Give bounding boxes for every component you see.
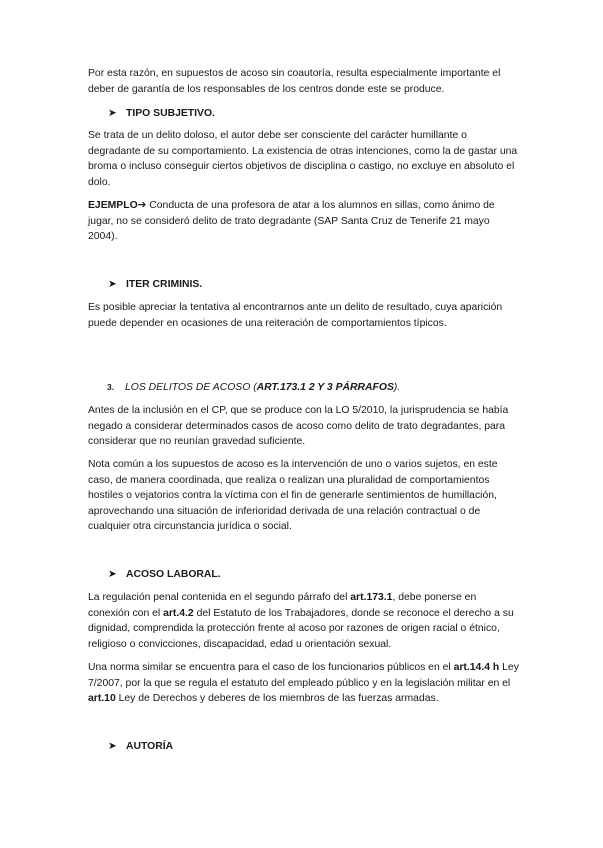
text-run: Ley de Derechos y deberes de los miembros de las fuerzas armadas. (115, 693, 439, 704)
title-post: ). (393, 382, 401, 393)
tipo-subjetivo-paragraph: Se trata de un delito doloso, el autor debe ser consciente del carácter humillante o degradante de su comportamiento. La existencia de otras intenciones, como la de gastar una broma o incluso conseguir ciertos objetivos de disciplina o castigo, no excluye en absoluto el dolo. (88, 130, 518, 188)
heading-acoso-laboral (108, 568, 221, 582)
article-reference: art.4.2 (163, 607, 194, 619)
arrow-bullet-icon: ➤ (108, 569, 117, 580)
heading-label: ACOSO LABORAL. (126, 569, 221, 580)
intro-paragraph: Por esta razón, en supuestos de acoso sin coautoría, resulta especialmente importante el deber de garantía de los responsables de los centros donde este se produce. (88, 68, 501, 95)
ejemplo-label: EJEMPLO (88, 200, 138, 211)
text-run: Una norma similar se encuentra para el caso de los funcionarios públicos en el (88, 662, 454, 673)
text-run: La regulación penal contenida en el segundo párrafo del (88, 592, 351, 603)
delitos-acoso-paragraph-1: Antes de la inclusión en el CP, que se produce con la LO 5/2010, la jurisprudencia se había negado a considerar determinados casos de acoso como delito de trato degradantes, para considerar que no reunían gravedad suficiente. (88, 405, 509, 447)
acoso-laboral-paragraph-2 (88, 660, 520, 707)
acoso-laboral-paragraph-1 (88, 590, 520, 652)
text-run: del Estatuto de los Trabajadores, donde se reconoce el derecho a su dignidad, comprendida la protección frente al acoso por razones de origen racial o étnico, religioso o convicciones, discapacidad, edad u orientación sexual. (88, 607, 514, 650)
arrow-bullet-icon: ➤ (108, 279, 117, 290)
ejemplo-paragraph (88, 198, 520, 245)
arrow-bullet-icon: ➤ (108, 741, 117, 752)
heading-label: AUTORÍA (126, 741, 174, 752)
article-reference: art.14.4 h (453, 662, 500, 673)
article-reference: art.173.1 (350, 592, 393, 603)
iter-criminis-paragraph: Es posible apreciar la tentativa al encontrarnos ante un delito de resultado, cuya aparición puede depender en ocasiones de una reiteración de comportamientos típicos. (88, 302, 503, 329)
article-reference: art.10 (88, 693, 116, 704)
title-pre: LOS DELITOS DE ACOSO ( (125, 382, 257, 393)
section-number: 3. (107, 382, 115, 392)
heading-tipo-subjetivo (108, 107, 215, 121)
arrow-bullet-icon: ➤ (108, 108, 117, 119)
text-run: Ley 7/2007, por la que se regula el estatuto del empleado público y en la legislación militar en el (88, 662, 519, 689)
delitos-acoso-paragraph-2: Nota común a los supuestos de acoso es la intervención de uno o varios sujetos, en este caso, de manera coordinada, que realiza o realizan una pluralidad de comportamientos hostiles o vejatorios contra la víctima con el fin de generarle sentimientos de humillación, aprovechando una situación de inferioridad derivada de una relación contractual o de cualquier otra circunstancia jurídica o social. (88, 459, 498, 532)
text-run: , debe ponerse en conexión con el (88, 592, 477, 619)
heading-label: TIPO SUBJETIVO. (126, 108, 215, 119)
heading-iter-criminis (108, 278, 202, 292)
title-bold: ART.173.1 2 Y 3 PÁRRAFOS (256, 382, 394, 393)
right-arrow-icon: ➔ (137, 200, 147, 211)
ejemplo-text: Conducta de una profesora de atar a los alumnos en sillas, como ánimo de jugar, no se consideró delito de trato degradante (SAP Santa Cruz de Tenerife 21 mayo 2004). (88, 200, 495, 242)
heading-autoria (108, 740, 173, 754)
heading-label: ITER CRIMINIS. (126, 279, 203, 290)
section-delitos-acoso-title (107, 380, 400, 395)
